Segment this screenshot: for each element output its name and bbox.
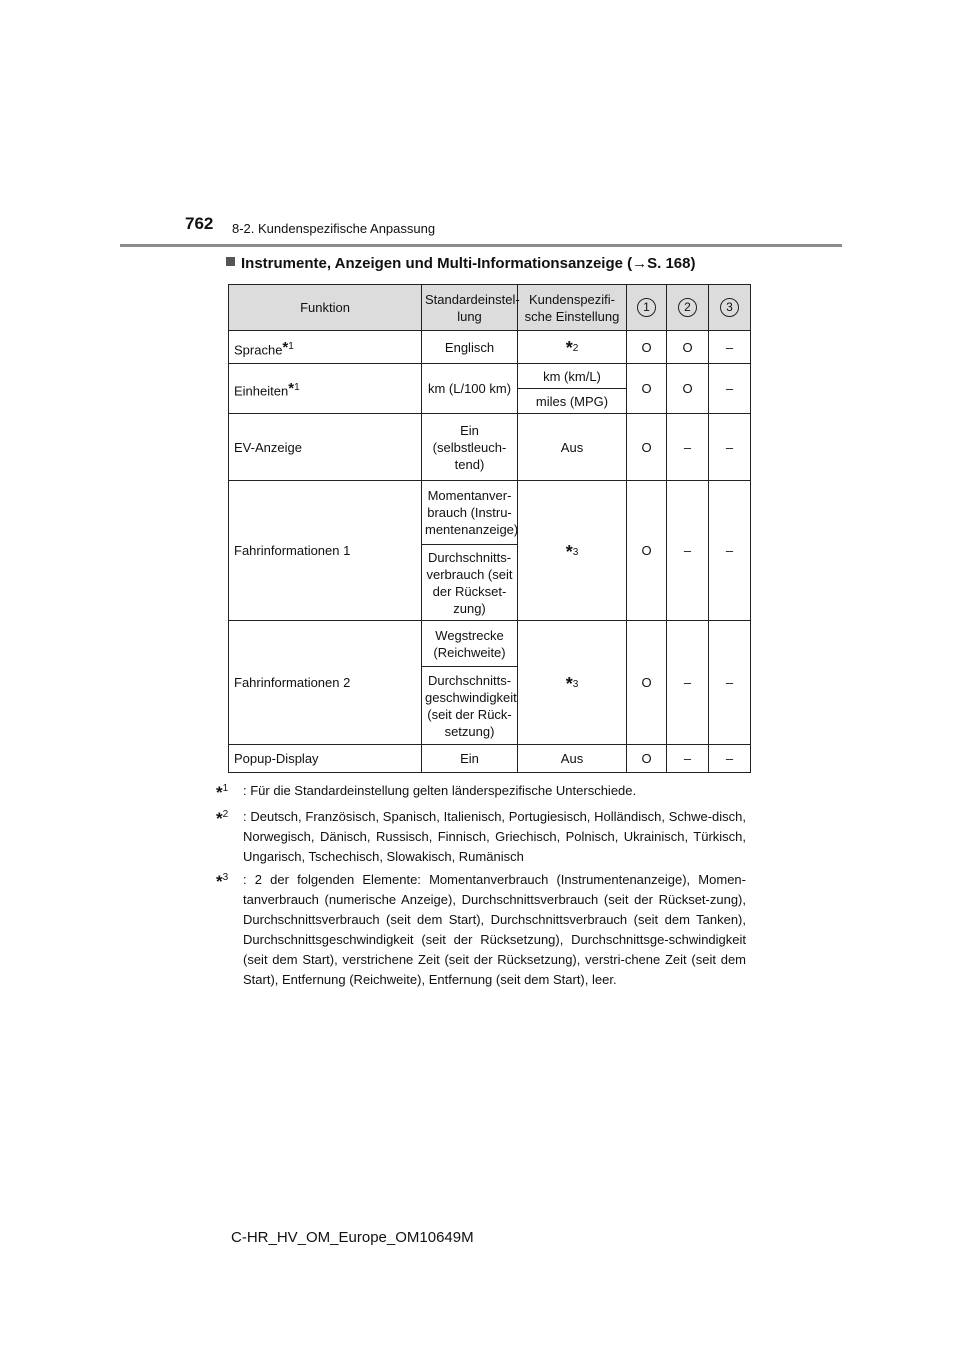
cell-standard: Ein xyxy=(422,745,518,773)
col-header-standard: Standardeinstel-lung xyxy=(422,285,518,331)
arrow-right-icon: → xyxy=(632,255,648,272)
cell-standard: Durchschnitts-verbrauch (seit der Rückset-zung) xyxy=(422,545,518,621)
table-header-row xyxy=(229,285,751,331)
circled-2-icon: 2 xyxy=(678,298,697,317)
cell-c2: O xyxy=(667,331,709,364)
cell-funktion: Fahrinformationen 1 xyxy=(229,481,422,621)
cell-standard: Momentanver-brauch (Instru-mentenanzeige) xyxy=(422,481,518,545)
cell-funktion: EV-Anzeige xyxy=(229,414,422,481)
cell-funktion: Einheiten$^{*1}$ xyxy=(229,364,422,414)
square-bullet-icon xyxy=(226,257,235,266)
cell-standard: Durchschnitts-geschwindigkeit (seit der Rück-setzung) xyxy=(422,667,518,745)
footer-doc-id: C-HR_HV_OM_Europe_OM10649M xyxy=(231,1229,474,1246)
cell-kunden: *3 xyxy=(518,621,627,745)
cell-c2: O xyxy=(667,364,709,414)
cell-c1: O xyxy=(627,621,667,745)
cell-funktion: Sprache$^{*1}$ xyxy=(229,331,422,364)
cell-kunden: *2 xyxy=(518,331,627,364)
cell-c1: O xyxy=(627,331,667,364)
cell-c1: O xyxy=(627,414,667,481)
col-header-funktion: Funktion xyxy=(229,285,422,331)
cell-c1: O xyxy=(627,481,667,621)
cell-c3: – xyxy=(709,481,751,621)
cell-kunden: km (km/L) xyxy=(518,364,627,389)
footnotes xyxy=(216,781,746,993)
footnote-3: *$^3$ : 2 der folgenden Elemente: Momentanverbrauch (Instrumentenanzeige), Momen-tanverbrauch (numerische Anzeige), Durchschnittsverbrauch (seit der Rückset-zung), Durchschnittsverbrauch (seit dem Start), Durchschnittsverbrauch (seit dem Tanken), Durchschnittsgeschwindigkeit (seit der Rücksetzung), Durchschnittsge-schwindigkeit (seit dem Start), verstrichene Zeit (seit der Rücksetzung), verstri-chene Zeit (seit dem Start), Entfernung (Reichweite), Entfernung (seit dem Start), leer. xyxy=(216,872,746,987)
heading-text: Instrumente, Anzeigen und Multi-Informationsanzeige ( xyxy=(241,255,633,272)
cell-c2: – xyxy=(667,745,709,773)
settings-table xyxy=(228,284,751,773)
cell-c3: – xyxy=(709,745,751,773)
table-row-sprache xyxy=(229,331,751,364)
cell-c3: – xyxy=(709,621,751,745)
cell-funktion: Fahrinformationen 2 xyxy=(229,621,422,745)
cell-c3: – xyxy=(709,414,751,481)
cell-c2: – xyxy=(667,621,709,745)
cell-c1: O xyxy=(627,364,667,414)
section-title: 8-2. Kundenspezifische Anpassung xyxy=(232,221,436,236)
cell-funktion: Popup-Display xyxy=(229,745,422,773)
cell-standard: Ein (selbstleuch- tend) xyxy=(422,414,518,481)
cell-c1: O xyxy=(627,745,667,773)
cell-c2: – xyxy=(667,414,709,481)
cell-kunden: Aus xyxy=(518,745,627,773)
table-row-popup xyxy=(229,745,751,773)
table-row-ev xyxy=(229,414,751,481)
cell-c2: – xyxy=(667,481,709,621)
section-heading xyxy=(226,255,696,272)
cell-standard: Wegstrecke (Reichweite) xyxy=(422,621,518,667)
col-header-2 xyxy=(667,285,709,331)
col-header-1 xyxy=(627,285,667,331)
cell-c3: – xyxy=(709,331,751,364)
cell-c3: – xyxy=(709,364,751,414)
col-header-kunden: Kundenspezifi-sche Einstellung xyxy=(518,285,627,331)
cell-kunden: Aus xyxy=(518,414,627,481)
footnote-2: *$^2$ : Deutsch, Französisch, Spanisch, Italienisch, Portugiesisch, Holländisch, Schwe-disch, Norwegisch, Dänisch, Russisch, Finnisch, Griechisch, Polnisch, Ukrainisch, Türkisch, Ungarisch, Tschechisch, Slowakisch, Rumänisch xyxy=(216,809,746,864)
cell-standard: Englisch xyxy=(422,331,518,364)
cell-kunden: miles (MPG) xyxy=(518,389,627,414)
circled-1-icon: 1 xyxy=(637,298,656,317)
header-divider xyxy=(120,244,842,247)
circled-3-icon: 3 xyxy=(720,298,739,317)
table-row-fahr2 xyxy=(229,621,751,667)
table-row-einheiten xyxy=(229,364,751,389)
col-header-3 xyxy=(709,285,751,331)
cell-kunden: *3 xyxy=(518,481,627,621)
heading-page-ref[interactable]: S. 168) xyxy=(647,255,696,272)
page-number: 762 xyxy=(185,214,214,233)
table-row-fahr1 xyxy=(229,481,751,545)
footnote-1: *$^1$ : Für die Standardeinstellung gelten länderspezifische Unterschiede. xyxy=(216,783,637,802)
cell-standard: km (L/100 km) xyxy=(422,364,518,414)
